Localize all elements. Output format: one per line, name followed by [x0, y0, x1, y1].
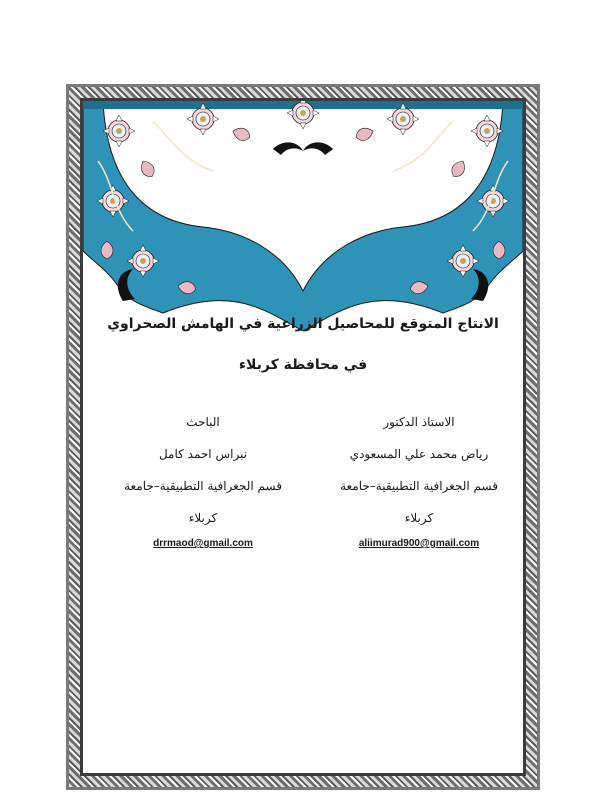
professor-email: aliimurad900@gmail.com: [358, 538, 480, 549]
researcher-email: drrmaod@gmail.com: [153, 538, 253, 549]
professor-department: قسم الجغرافية التطبيقية–جامعة: [340, 479, 498, 493]
cover-page: [83, 101, 523, 773]
author-professor-block: [319, 406, 519, 552]
researcher-role: الباحث: [186, 415, 220, 429]
document-subtitle: في محافظة كربلاء: [238, 357, 368, 373]
professor-university: كربلاء: [404, 511, 434, 525]
researcher-name: نبراس احمد كامل: [158, 447, 248, 461]
author-researcher-block: [103, 406, 303, 552]
document-title: الانتاج المتوقع للمحاصيل الزراعية في الهامش الصحراوي: [107, 316, 499, 332]
professor-role: الاستاذ الدكتور: [383, 415, 455, 429]
page-border-frame: [66, 84, 540, 790]
professor-name: رياض محمد علي المسعودي: [349, 447, 489, 461]
researcher-university: كربلاء: [188, 511, 218, 525]
researcher-department: قسم الجغرافية التطبيقية–جامعة: [124, 479, 282, 493]
